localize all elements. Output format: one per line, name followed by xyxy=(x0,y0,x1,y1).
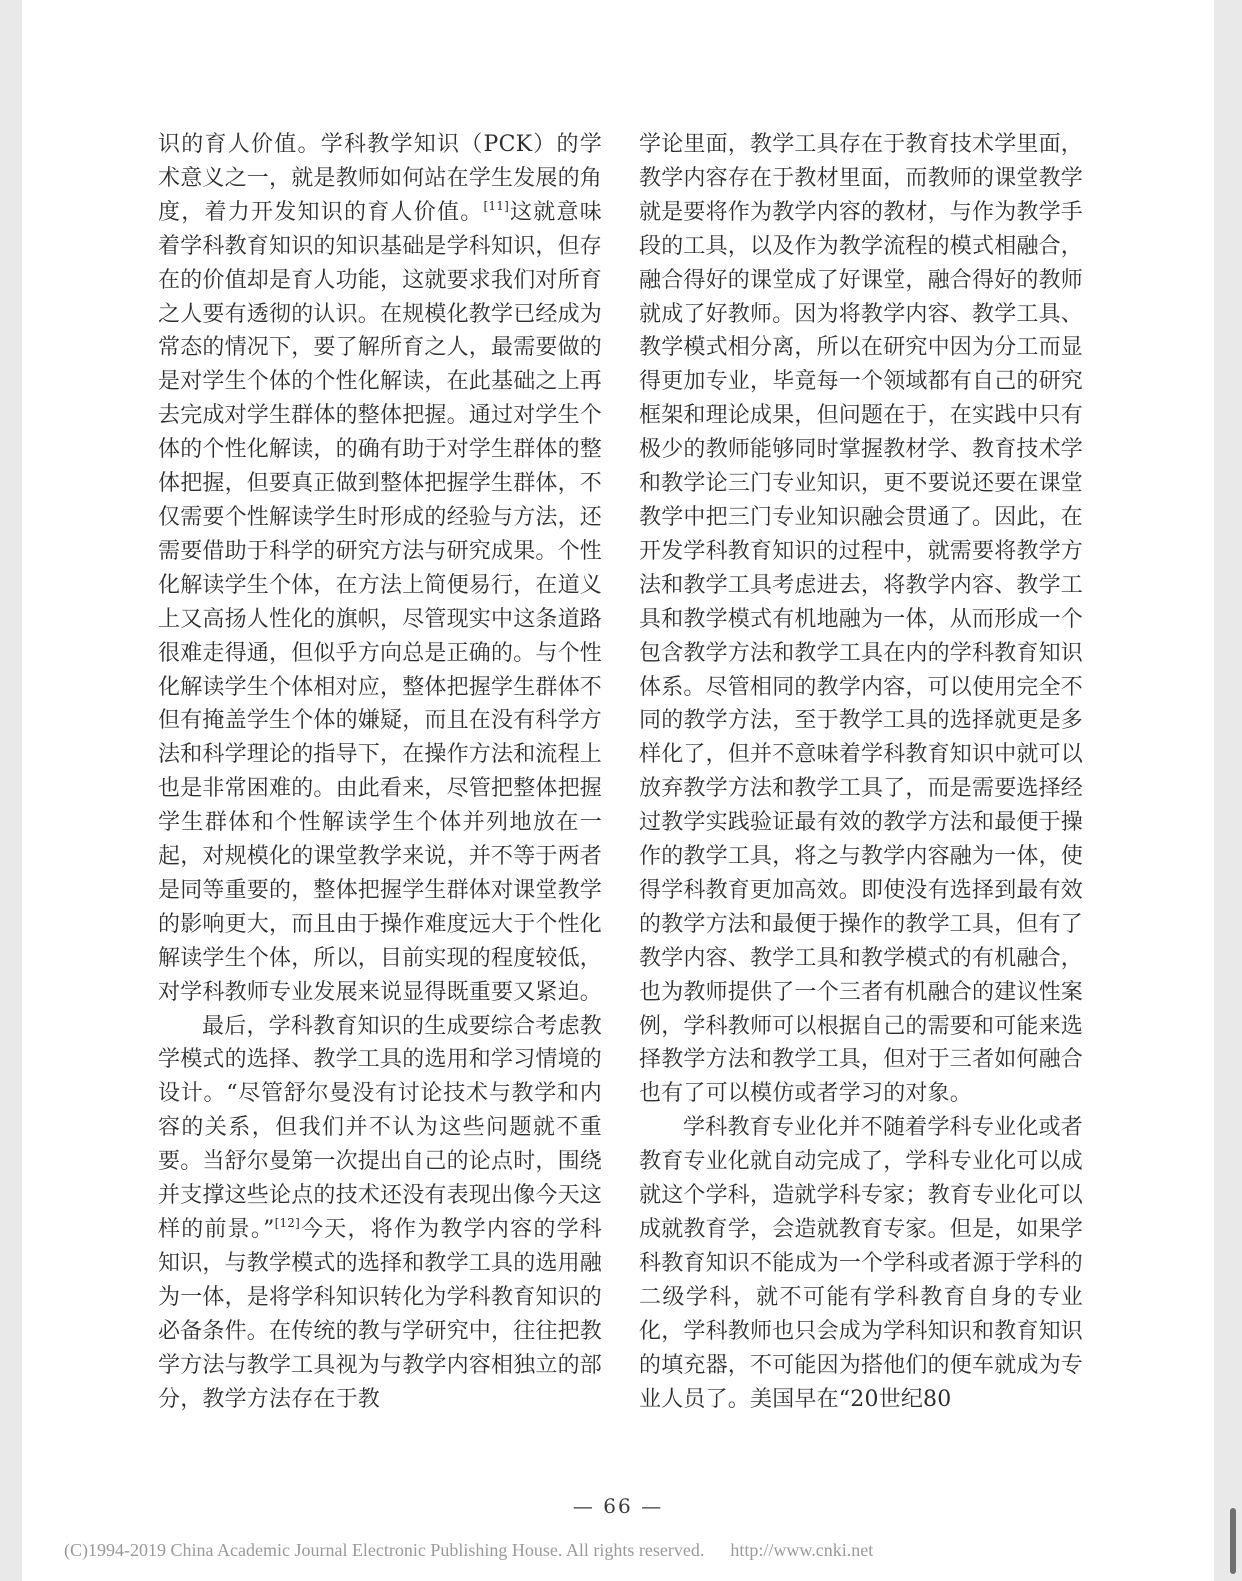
citation-ref[interactable]: [11] xyxy=(483,198,509,213)
left-text-column xyxy=(158,128,602,1416)
document-page xyxy=(22,0,1214,1581)
right-text-column xyxy=(639,128,1083,1416)
paragraph-text: 识的育人价值。学科教学知识（PCK）的学术意义之一，就是教师如何站在学生发展的角度，着力开发知识的育人价值。 xyxy=(158,132,603,225)
paragraph-text: 这就意味着学科教育知识的知识基础是学科知识，但存在的价值却是育人功能，这就要求我们对所育之人要有透彻的认识。在规模化教学已经成为常态的情况下，要了解所育之人，最需要做的是对学生个体的个性化解读，在此基础之上再去完成对学生群体的整体把握。通过对学生个体的个性化解读，的确有助于对学生群体的整体把握，但要真正做到整体把握学生群体，不仅需要个性解读学生时形成的经验与方法，还需要借助于科学的研究方法与研究成果。个性化解读学生个体，在方法上简便易行，在道义上又高扬人性化的旗帜，尽管现实中这条道路很难走得通，但似乎方向总是正确的。与个性化解读学生个体相对应，整体把握学生群体不但有掩盖学生个体的嫌疑，而且在没有科学方法和科学理论的指导下，在操作方法和流程上也是非常困难的。由此看来，尽管把整体把握学生群体和个性解读学生个体并列地放在一起，对规模化的课堂教学来说，并不等于两者是同等重要的，整体把握学生群体对课堂教学的影响更大，而且由于操作难度远大于个性化解读学生个体，所以，目前实现的程度较低，对学科教师专业发展来说显得既重要又紧迫。 xyxy=(158,199,603,1005)
paragraph xyxy=(158,1010,602,1417)
paragraph: 学科教育专业化并不随着学科专业化或者教育专业化就自动完成了，学科专业化可以成就这个学科，造就学科专家；教育专业化可以成就教育学，会造就教育专家。但是，如果学科教育知识不能成为一个学科或者源于学科的二级学科，就不可能有学科教育自身的专业化，学科教师也只会成为学科知识和教育知识的填充器，不可能因为搭他们的便车就成为专业人员了。美国早在“20世纪80 xyxy=(639,1115,1084,1412)
paragraph: 学论里面，教学工具存在于教育技术学里面，教学内容存在于教材里面，而教师的课堂教学就是要将作为教学内容的教材，与作为教学手段的工具，以及作为教学流程的模式相融合，融合得好的课堂成了好课堂，融合得好的教师就成了好教师。因为将教学内容、教学工具、教学模式相分离，所以在研究中因为分工而显得更加专业，毕竟每一个领域都有自己的研究框架和理论成果，但问题在于，在实践中只有极少的教师能够同时掌握教材学、教育技术学和教学论三门专业知识，更不要说还要在课堂教学中把三门专业知识融会贯通了。因此，在开发学科教育知识的过程中，就需要将教学方法和教学工具考虑进去，将教学内容、教学工具和教学模式有机地融为一体，从而形成一个包含教学方法和教学工具在内的学科教育知识体系。尽管相同的教学内容，可以使用完全不同的教学方法，至于教学工具的选择就更是多样化了，但并不意味着学科教育知识中就可以放弃教学方法和教学工具了，而是需要选择经过教学实践验证最有效的教学方法和最便于操作的教学工具，将之与教学内容融为一体，使得学科教育更加高效。即使没有选择到最有效的教学方法和最便于操作的教学工具，但有了教学内容、教学工具和教学模式的有机融合，也为教师提供了一个三者有机融合的建议性案例，学科教师可以根据自己的需要和可能来选择教学方法和教学工具，但对于三者如何融合也有了可以模仿或者学习的对象。 xyxy=(639,132,1084,1107)
paragraph-text: 最后，学科教育知识的生成要综合考虑教学模式的选择、教学工具的选用和学习情境的设计。“尽管舒尔曼没有讨论技术与教学和内容的关系，但我们并不认为这些问题就不重要。当舒尔曼第一次提出自己的论点时，围绕并支撑这些论点的技术还没有表现出像今天这样的前景。” xyxy=(158,1013,603,1242)
copyright-footer xyxy=(64,1540,1214,1561)
scrollbar-thumb[interactable] xyxy=(1230,1508,1236,1574)
page-number: — 66 — xyxy=(572,1494,664,1518)
citation-ref[interactable]: [12] xyxy=(274,1216,301,1230)
copyright-text: (C)1994-2019 China Academic Journal Electronic Publishing House. All rights reserved. xyxy=(64,1540,705,1560)
paragraph-text: 今天，将作为教学内容的学科知识，与教学模式的选择和教学工具的选用融为一体，是将学科知识转化为学科教育知识的必备条件。在传统的教与学研究中，往往把教学方法与教学工具视为与教学内容相独立的部分，教学方法存在于教 xyxy=(158,1217,603,1412)
footer-link[interactable]: http://www.cnki.net xyxy=(730,1540,874,1560)
paragraph xyxy=(158,128,602,1010)
